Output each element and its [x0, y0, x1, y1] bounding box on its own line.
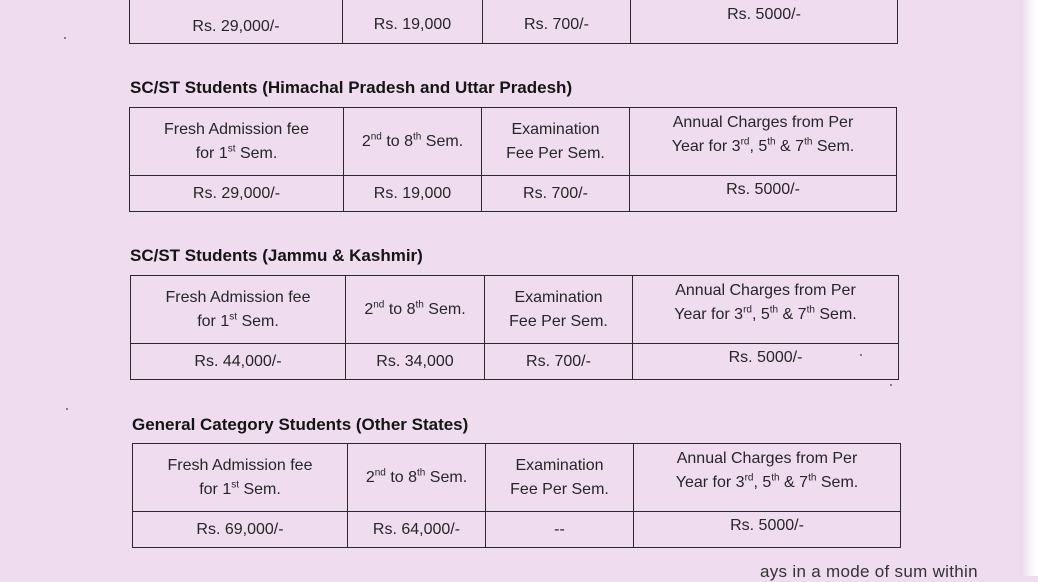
exam-fee-value: Rs. 700/-: [482, 176, 630, 212]
header-semester-fee: 2nd to 8th Sem.: [344, 108, 482, 176]
semester-fee-value: Rs. 19,000: [343, 0, 483, 44]
exam-fee-value: Rs. 700/-: [485, 344, 633, 380]
fresh-admission-value: Rs. 29,000/-: [130, 0, 343, 44]
scan-speck: [64, 37, 66, 39]
section-heading-general: General Category Students (Other States): [132, 415, 469, 434]
header-exam-fee: Examination Fee Per Sem.: [482, 108, 630, 176]
annual-charges-value: Rs. 5000/-: [633, 344, 899, 380]
fee-table-general: [132, 443, 901, 548]
fee-table-top-partial: [129, 0, 898, 44]
header-annual-charges: Annual Charges from Per Year for 3rd, 5th & 7th Sem.: [630, 108, 897, 176]
header-annual-charges: Annual Charges from Per Year for 3rd, 5th & 7th Sem.: [634, 444, 901, 512]
fresh-admission-value: Rs. 29,000/-: [130, 176, 344, 212]
header-fresh-admission: Fresh Admission fee for 1st Sem.: [133, 444, 348, 512]
header-fresh-admission: Fresh Admission fee for 1st Sem.: [131, 276, 346, 344]
annual-charges-value: Rs. 5000/-: [630, 176, 897, 212]
semester-fee-value: Rs. 34,000: [346, 344, 485, 380]
scan-speck: [66, 408, 68, 410]
semester-fee-value: Rs. 64,000/-: [348, 512, 486, 548]
header-exam-fee: Examination Fee Per Sem.: [485, 276, 633, 344]
semester-fee-value: Rs. 19,000: [344, 176, 482, 212]
exam-fee-value: --: [486, 512, 634, 548]
fee-table-hp-up: [129, 107, 897, 212]
annual-charges-value: Rs. 5000/-: [631, 0, 898, 44]
header-semester-fee: 2nd to 8th Sem.: [346, 276, 485, 344]
header-fresh-admission: Fresh Admission fee for 1st Sem.: [130, 108, 344, 176]
fee-table-jk: [130, 275, 899, 380]
header-semester-fee: 2nd to 8th Sem.: [348, 444, 486, 512]
fresh-admission-value: Rs. 44,000/-: [131, 344, 346, 380]
section-heading-hp-up: SC/ST Students (Himachal Pradesh and Uttar Pradesh): [130, 78, 573, 97]
fresh-admission-value: Rs. 69,000/-: [133, 512, 348, 548]
bottom-cutoff-text: ays in a mode of sum within: [760, 562, 978, 581]
header-exam-fee: Examination Fee Per Sem.: [486, 444, 634, 512]
section-heading-jk: SC/ST Students (Jammu & Kashmir): [130, 246, 423, 265]
header-annual-charges: Annual Charges from Per Year for 3rd, 5th & 7th Sem.: [633, 276, 899, 344]
scan-speck: [890, 384, 892, 386]
exam-fee-value: Rs. 700/-: [483, 0, 631, 44]
scan-speck: [860, 354, 862, 356]
annual-charges-value: Rs. 5000/-: [634, 512, 901, 548]
page-edge: [1020, 0, 1038, 576]
